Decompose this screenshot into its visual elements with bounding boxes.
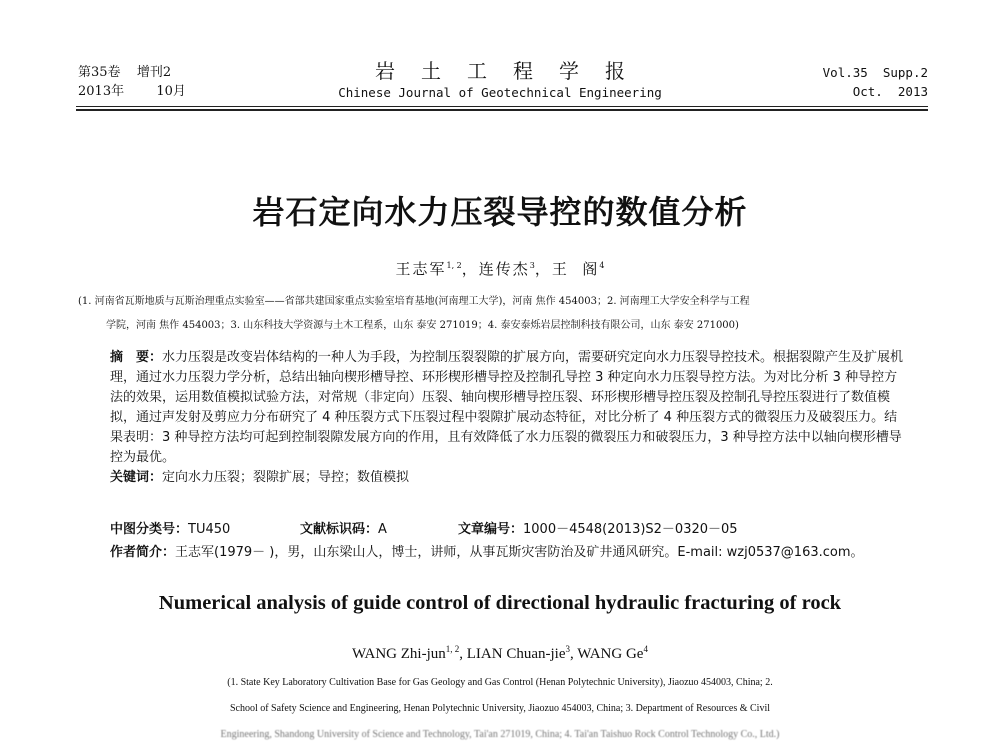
author-3-en: , WANG Ge [570, 646, 644, 662]
author-1-en-affil: 1, 2 [445, 644, 460, 654]
article-value: 1000－4548(2013)S2－0320－05 [523, 522, 738, 537]
header-right [823, 63, 928, 101]
keywords-label: 关键词： [110, 470, 163, 485]
author-1-cn-affil: 1, 2 [446, 261, 462, 270]
author-2-cn-affil: 3 [529, 261, 535, 270]
author-2-cn: ，连传杰 [461, 260, 530, 278]
authors-cn [0, 258, 1000, 279]
abstract-cn [110, 348, 910, 488]
affiliation-cn [78, 290, 930, 338]
article-number [458, 518, 738, 537]
authors-en [0, 644, 1000, 663]
author-3-cn: ，王 阁 [534, 260, 600, 278]
clc-value: TU450 [188, 522, 231, 537]
doc-code [300, 518, 387, 537]
journal-title-en: Chinese Journal of Geotechnical Engineering [338, 85, 662, 100]
volume-cn: 第35卷 [78, 65, 121, 80]
month-cn: 10月 [156, 84, 186, 99]
abstract-body [110, 348, 910, 468]
doc-label: 文献标识码： [300, 522, 379, 537]
header-rule-thin [76, 106, 928, 107]
keywords-line [110, 468, 910, 488]
year-cn: 2013年 [78, 84, 125, 99]
abstract-label: 摘 要： [110, 350, 163, 365]
affiliation-en-line2: School of Safety Science and Engineering, Henan Polytechnic University, Jiaozuo 454003, China; 3. Department of Resources & Civil [229, 703, 771, 714]
author-1-en: WANG Zhi-jun [352, 646, 446, 662]
author-2-en: , LIAN Chuan-jie [459, 646, 566, 662]
article-title-cn: 岩石定向水力压裂导控的数值分析 [252, 193, 748, 231]
affiliation-en [0, 670, 1000, 748]
author-3-cn-affil: 4 [599, 261, 605, 270]
affiliation-en-line1: (1. State Key Laboratory Cultivation Base for Gas Geology and Gas Control (Henan Polytechnic University), Jiaozuo 454003, China; 2. [227, 677, 773, 688]
abstract-text: 水力压裂是改变岩体结构的一种人为手段，为控制压裂裂隙的扩展方向，需要研究定向水力压裂导控技术。根据裂隙产生及扩展机理，通过水力压裂力学分析，总结出轴向楔形槽导控、环形楔形槽导控及控制孔导控 3 种定向水力压裂导控方法。为对比分析 3 种导控方法的效果，运用数值模拟试验方法，对常规（非定向）压裂、轴向楔形槽导控压裂、环形楔形槽导控压裂及控制孔导控压裂进行了数值模拟，通过声发射及剪应力分布研究了 4 种压裂方式下压裂过程中裂隙扩展动态特征，对比分析了 4 种压裂方式的微裂压力及破裂压力。结果表明：3 种导控方法均可起到控制裂隙发展方向的作用，且有效降低了水力压裂的微裂压力和破裂压力，3 种导控方法中以轴向楔形槽导控为最优。 [110, 350, 904, 465]
header-rule-thick [76, 109, 928, 111]
author-1-cn: 王志军 [395, 260, 447, 278]
article-label: 文章编号： [458, 522, 524, 537]
doc-value: A [378, 522, 387, 537]
bio-label: 作者简介： [110, 545, 176, 560]
clc-label: 中图分类号： [110, 522, 189, 537]
author-2-en-affil: 3 [565, 644, 570, 654]
journal-title-cn: 岩土工程学报 [375, 59, 651, 83]
volume-en: Vol.35 Supp.2 [822, 65, 928, 80]
keywords-text: 定向水力压裂；裂隙扩展；导控；数值模拟 [162, 470, 410, 485]
bio-text: 王志军(1979－ )，男，山东梁山人，博士，讲师，从事瓦斯灾害防治及矿井通风研究。E-mail: wzj0537@163.com。 [175, 545, 864, 560]
affiliation-en-line3: Engineering, Shandong University of Science and Technology, Tai'an 271019, China; 4. Tai'an Taishuo Rock Control Technology Co., Ltd.) [220, 729, 780, 740]
date-en: Oct. 2013 [852, 84, 928, 99]
author-bio [110, 541, 864, 560]
affiliation-cn-line1: (1. 河南省瓦斯地质与瓦斯治理重点实验室——省部共建国家重点实验室培育基地(河南理工大学)，河南 焦作 454003；2. 河南理工大学安全科学与工程 [78, 296, 750, 307]
article-title-en: Numerical analysis of guide control of directional hydraulic fracturing of rock [158, 592, 842, 614]
clc-number [110, 518, 230, 537]
supp-cn: 增刊2 [136, 65, 172, 80]
affiliation-cn-line2: 学院，河南 焦作 454003；3. 山东科技大学资源与土木工程系，山东 泰安 271019；4. 泰安泰烁岩层控制科技有限公司，山东 泰安 271000) [106, 320, 739, 331]
author-3-en-affil: 4 [643, 644, 648, 654]
